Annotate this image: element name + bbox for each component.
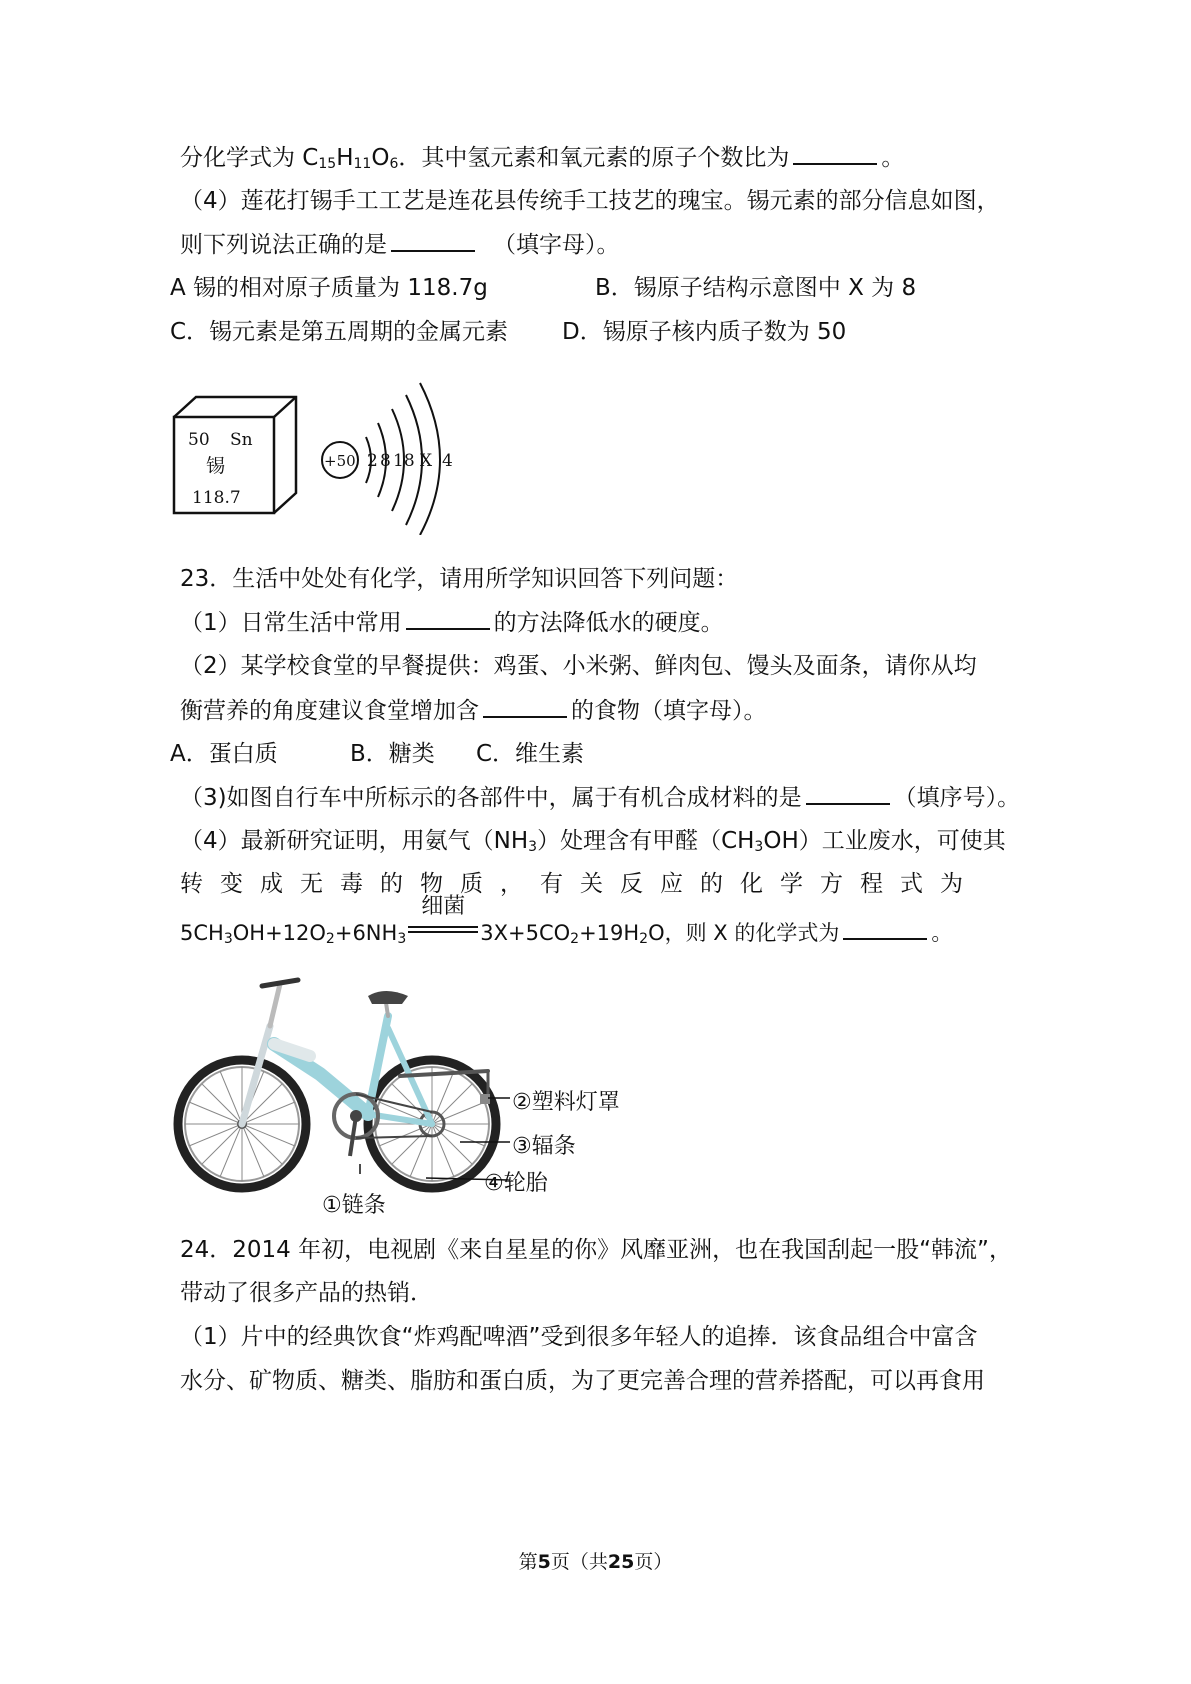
answer-blank [806,781,890,805]
total-pages: 25 [607,1551,635,1573]
text: O，则 X 的化学式为 [648,921,840,945]
page-footer [0,1547,1191,1574]
text: 5CH [180,921,224,945]
subscript: 6 [389,156,399,172]
q23-p4-line2: 转变成无毒的物质，有关反应的化学方程式为 [180,871,980,897]
q22-option-b: B．锡原子结构示意图中 X 为 8 [595,275,917,301]
shell-4: X [420,451,433,471]
q23-p3 [180,781,1025,814]
text: （填序号）。 [893,785,1021,811]
subscript: 3 [223,931,233,947]
nucleus-charge: +50 [324,452,356,470]
text: 的方法降低水的硬度。 [493,610,724,636]
answer-blank [391,228,475,252]
reaction-condition [408,894,478,949]
q23-p1 [180,606,1025,639]
q23-option-c: C．维生素 [476,741,585,767]
text: O [371,145,390,171]
q22-option-a: A 锡的相对原子质量为 118.7g [170,275,488,301]
q23-p4-line1 [180,825,1025,857]
text: +6NH [334,921,398,945]
text: H [336,145,354,171]
text: 分化学式为 C [180,145,319,171]
text: +19H [579,921,640,945]
text: OH+12O [232,921,326,945]
shell-1: 2 [367,451,378,471]
text: 衡营养的角度建议食堂增加含 [180,698,479,724]
answer-blank [793,141,877,165]
answer-blank [483,694,567,718]
q22-p4-line1: （4）莲花打锡手工工艺是连花县传统手工技艺的瑰宝。锡元素的部分信息如图， [180,188,1000,214]
q22-formula-line [180,141,1025,174]
subscript: 15 [318,156,337,172]
shell-3: 18 [393,451,415,471]
q22-p4-line2 [180,228,1025,261]
text: 。 [881,145,905,171]
answer-blank [406,606,490,630]
q24-line4: 水分、矿物质、糖类、脂肪和蛋白质，为了更完善合理的营养搭配，可以再食用 [180,1368,985,1394]
text: ．其中氢元素和氧元素的原子个数比为 [398,145,790,171]
q22-option-d: D．锡原子核内质子数为 50 [562,319,847,345]
shell-5: 4 [442,451,453,471]
q23-stem: 23．生活中处处有化学，请用所学知识回答下列问题： [180,566,739,592]
q23-equation [180,894,1025,949]
condition-text: 细菌 [421,894,466,919]
element-number: 50 [188,430,210,450]
q23-option-b: B．糖类 [350,741,435,767]
frame [242,980,490,1124]
q24-line2: 带动了很多产品的热销． [180,1280,433,1306]
text: （填字母）。 [493,232,620,258]
subscript: 3 [397,931,407,947]
subscript: 2 [639,931,649,947]
text: 第 [518,1551,538,1573]
subscript: 11 [353,156,372,172]
text: 则下列说法正确的是 [180,232,387,258]
text: 的食物（填字母）。 [571,698,767,724]
text: （1）日常生活中常用 [180,610,402,636]
q23-option-a: A．蛋白质 [170,741,278,767]
text: 。 [931,921,953,945]
text: ）处理含有甲醛（CH [537,828,755,854]
element-name: 锡 [206,455,226,477]
answer-blank [843,916,927,940]
text: 3X+5CO [480,921,571,945]
element-symbol: Sn [230,430,253,450]
q22-option-c: C．锡元素是第五周期的金属元素 [170,319,509,345]
bike-label-spokes: ③辐条 [512,1134,576,1159]
q23-p2-line2 [180,694,1025,727]
text: 页） [634,1551,673,1573]
bike-label-tire: ④轮胎 [484,1171,548,1196]
bicycle-figure [170,966,530,1196]
text: OH）工业废水，可使其 [763,828,1006,854]
bike-label-chain: ①链条 [322,1193,386,1218]
bike-label-lamp-cover: ②塑料灯罩 [512,1090,620,1115]
tin-element-figure [170,365,470,535]
subscript: 2 [570,931,580,947]
q24-line3: （1）片中的经典饮食“炸鸡配啤酒”受到很多年轻人的追捧．该食品组合中富含 [180,1324,978,1350]
subscript: 3 [754,839,764,855]
subscript: 3 [528,839,538,855]
text: （4）最新研究证明，用氨气（NH [180,828,529,854]
subscript: 2 [325,931,335,947]
q23-p2-line1: （2）某学校食堂的早餐提供：鸡蛋、小米粥、鲜肉包、馒头及面条，请你从均 [180,653,977,679]
text: 页（共 [550,1551,608,1573]
element-mass: 118.7 [192,488,241,508]
shell-2: 8 [380,451,391,471]
q24-line1: 24．2014 年初，电视剧《来自星星的你》风靡亚洲，也在我国刮起一股“韩流”， [180,1237,1012,1263]
page-number: 5 [537,1551,551,1573]
text: （3)如图自行车中所标示的各部件中，属于有机合成材料的是 [180,785,802,811]
